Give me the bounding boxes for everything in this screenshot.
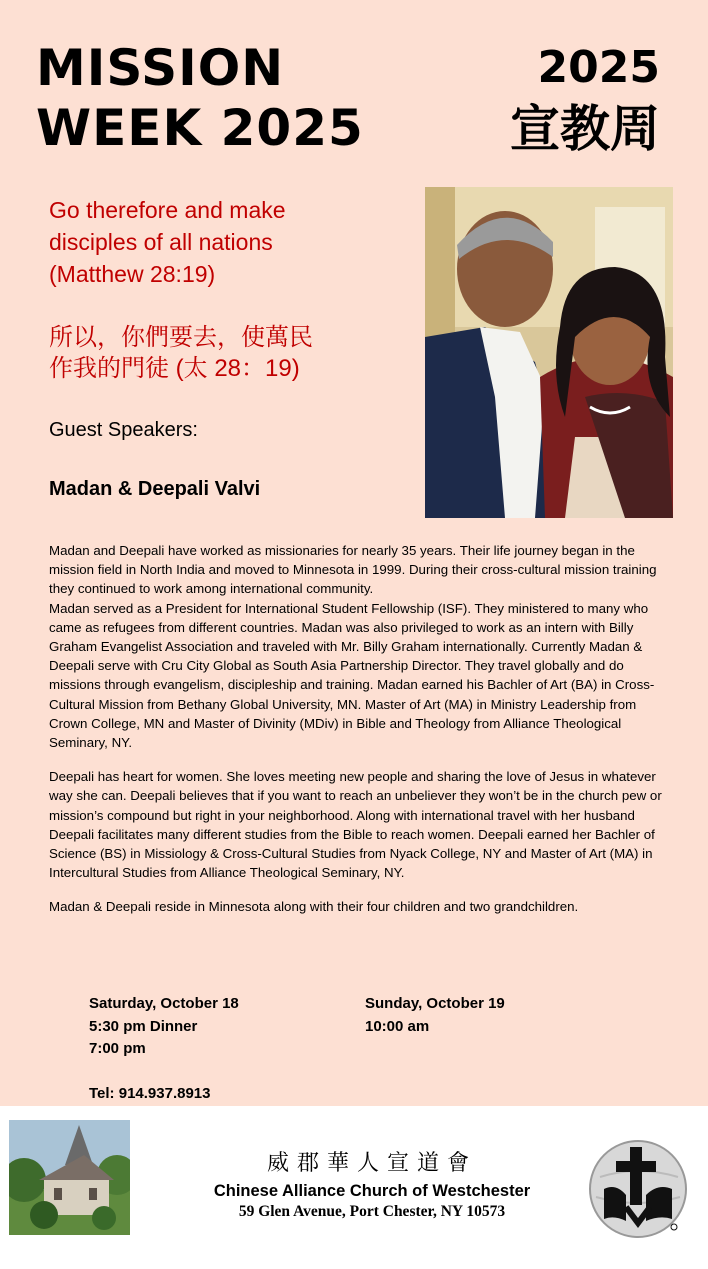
schedule-day: Sunday, October 19 xyxy=(365,995,505,1012)
schedule-time: 10:00 am xyxy=(365,1017,430,1035)
speakers-biography xyxy=(49,541,669,932)
schedule-saturday xyxy=(89,993,239,1061)
bio-paragraph xyxy=(49,541,669,752)
event-title-zh xyxy=(510,40,660,162)
guest-speakers-names: Madan & Deepali Valvi xyxy=(49,478,261,500)
event-year: 2025 xyxy=(537,42,660,93)
alliance-logo-icon xyxy=(586,1137,690,1241)
church-name: Chinese Alliance Church of Westchester xyxy=(213,1182,531,1200)
contact-phone: Tel: 914.937.8913 xyxy=(89,1085,211,1102)
verse-reference: (Matthew 28:19) xyxy=(49,261,216,287)
schedule-time: 7:00 pm xyxy=(89,1040,146,1057)
schedule-day: Saturday, October 18 xyxy=(89,995,239,1012)
verse-zh-line: 作我的門徒 (太 28：19) xyxy=(49,355,300,382)
bio-paragraph: Madan & Deepali reside in Minnesota along with their four children and two grandchildren. xyxy=(49,899,579,915)
bio-paragraph: Deepali has heart for women. She loves meeting new people and sharing the love of Jesus in whatever way she can. Deepali believes that if you want to reach an unbeliever they won’t be in the church pew or mission’s compound but right in your neighborhood. Along with international travel with her husband Deepali facilitates many different studies from the Bible to reach women. Deepali earned her Bachler of Science (BS) in Missiology & Cross-Cultural Studies from Nyack College, NY and Master of Art (MA) in Intercultural Studies from Alliance Theological Seminary, NY. xyxy=(49,769,662,881)
speakers-photo xyxy=(425,187,673,518)
bible-verse-zh xyxy=(49,322,389,384)
church-footer xyxy=(0,1106,708,1269)
bible-verse-en xyxy=(49,194,379,290)
bio-text: Madan and Deepali have worked as missionaries for nearly 35 years. Their life journey began in the mission field in North India and moved to Minnesota in 1999. During their cross-cultural mission training they continued to work among international community. xyxy=(49,543,657,597)
event-title-line1: MISSION xyxy=(36,39,285,97)
guest-speakers-label: Guest Speakers: xyxy=(49,419,198,441)
church-name-chinese: 威郡華人宣道會 xyxy=(266,1151,477,1176)
church-building-image xyxy=(9,1120,130,1235)
verse-line: disciples of all nations xyxy=(49,229,273,255)
verse-line: Go therefore and make xyxy=(49,197,286,223)
bio-text: Madan served as a President for International Student Fellowship (ISF). They ministered to many who came as refugees from different countries. Madan was also privileged to work as an intern with Billy Graham Evangelist Association and traveled with Mr. Billy Graham internationally. Currently Madan & Deepali serve with Cru City Global as South Asia Partnership Director. They travel globally and do missions through evangelism, discipleship and training. Madan earned his Bachler of Art (BA) in Cross-Cultural Mission from Bethany Global University, MN. Master of Art (MA) in Ministry Leadership from Crown College, MN and Master of Divinity (MDiv) in Bible and Theology from Alliance Theological Seminary, NY. xyxy=(49,600,655,751)
event-title xyxy=(36,38,364,158)
verse-zh-line: 所以，你們要去，使萬民 xyxy=(49,324,313,351)
schedule-time: 5:30 pm Dinner xyxy=(89,1017,198,1035)
schedule-sunday xyxy=(365,993,505,1038)
church-address: 59 Glen Avenue, Port Chester, NY 10573 xyxy=(238,1203,506,1220)
event-title-chinese: 宣教周 xyxy=(510,100,660,158)
event-title-line2: WEEK 2025 xyxy=(36,99,364,157)
